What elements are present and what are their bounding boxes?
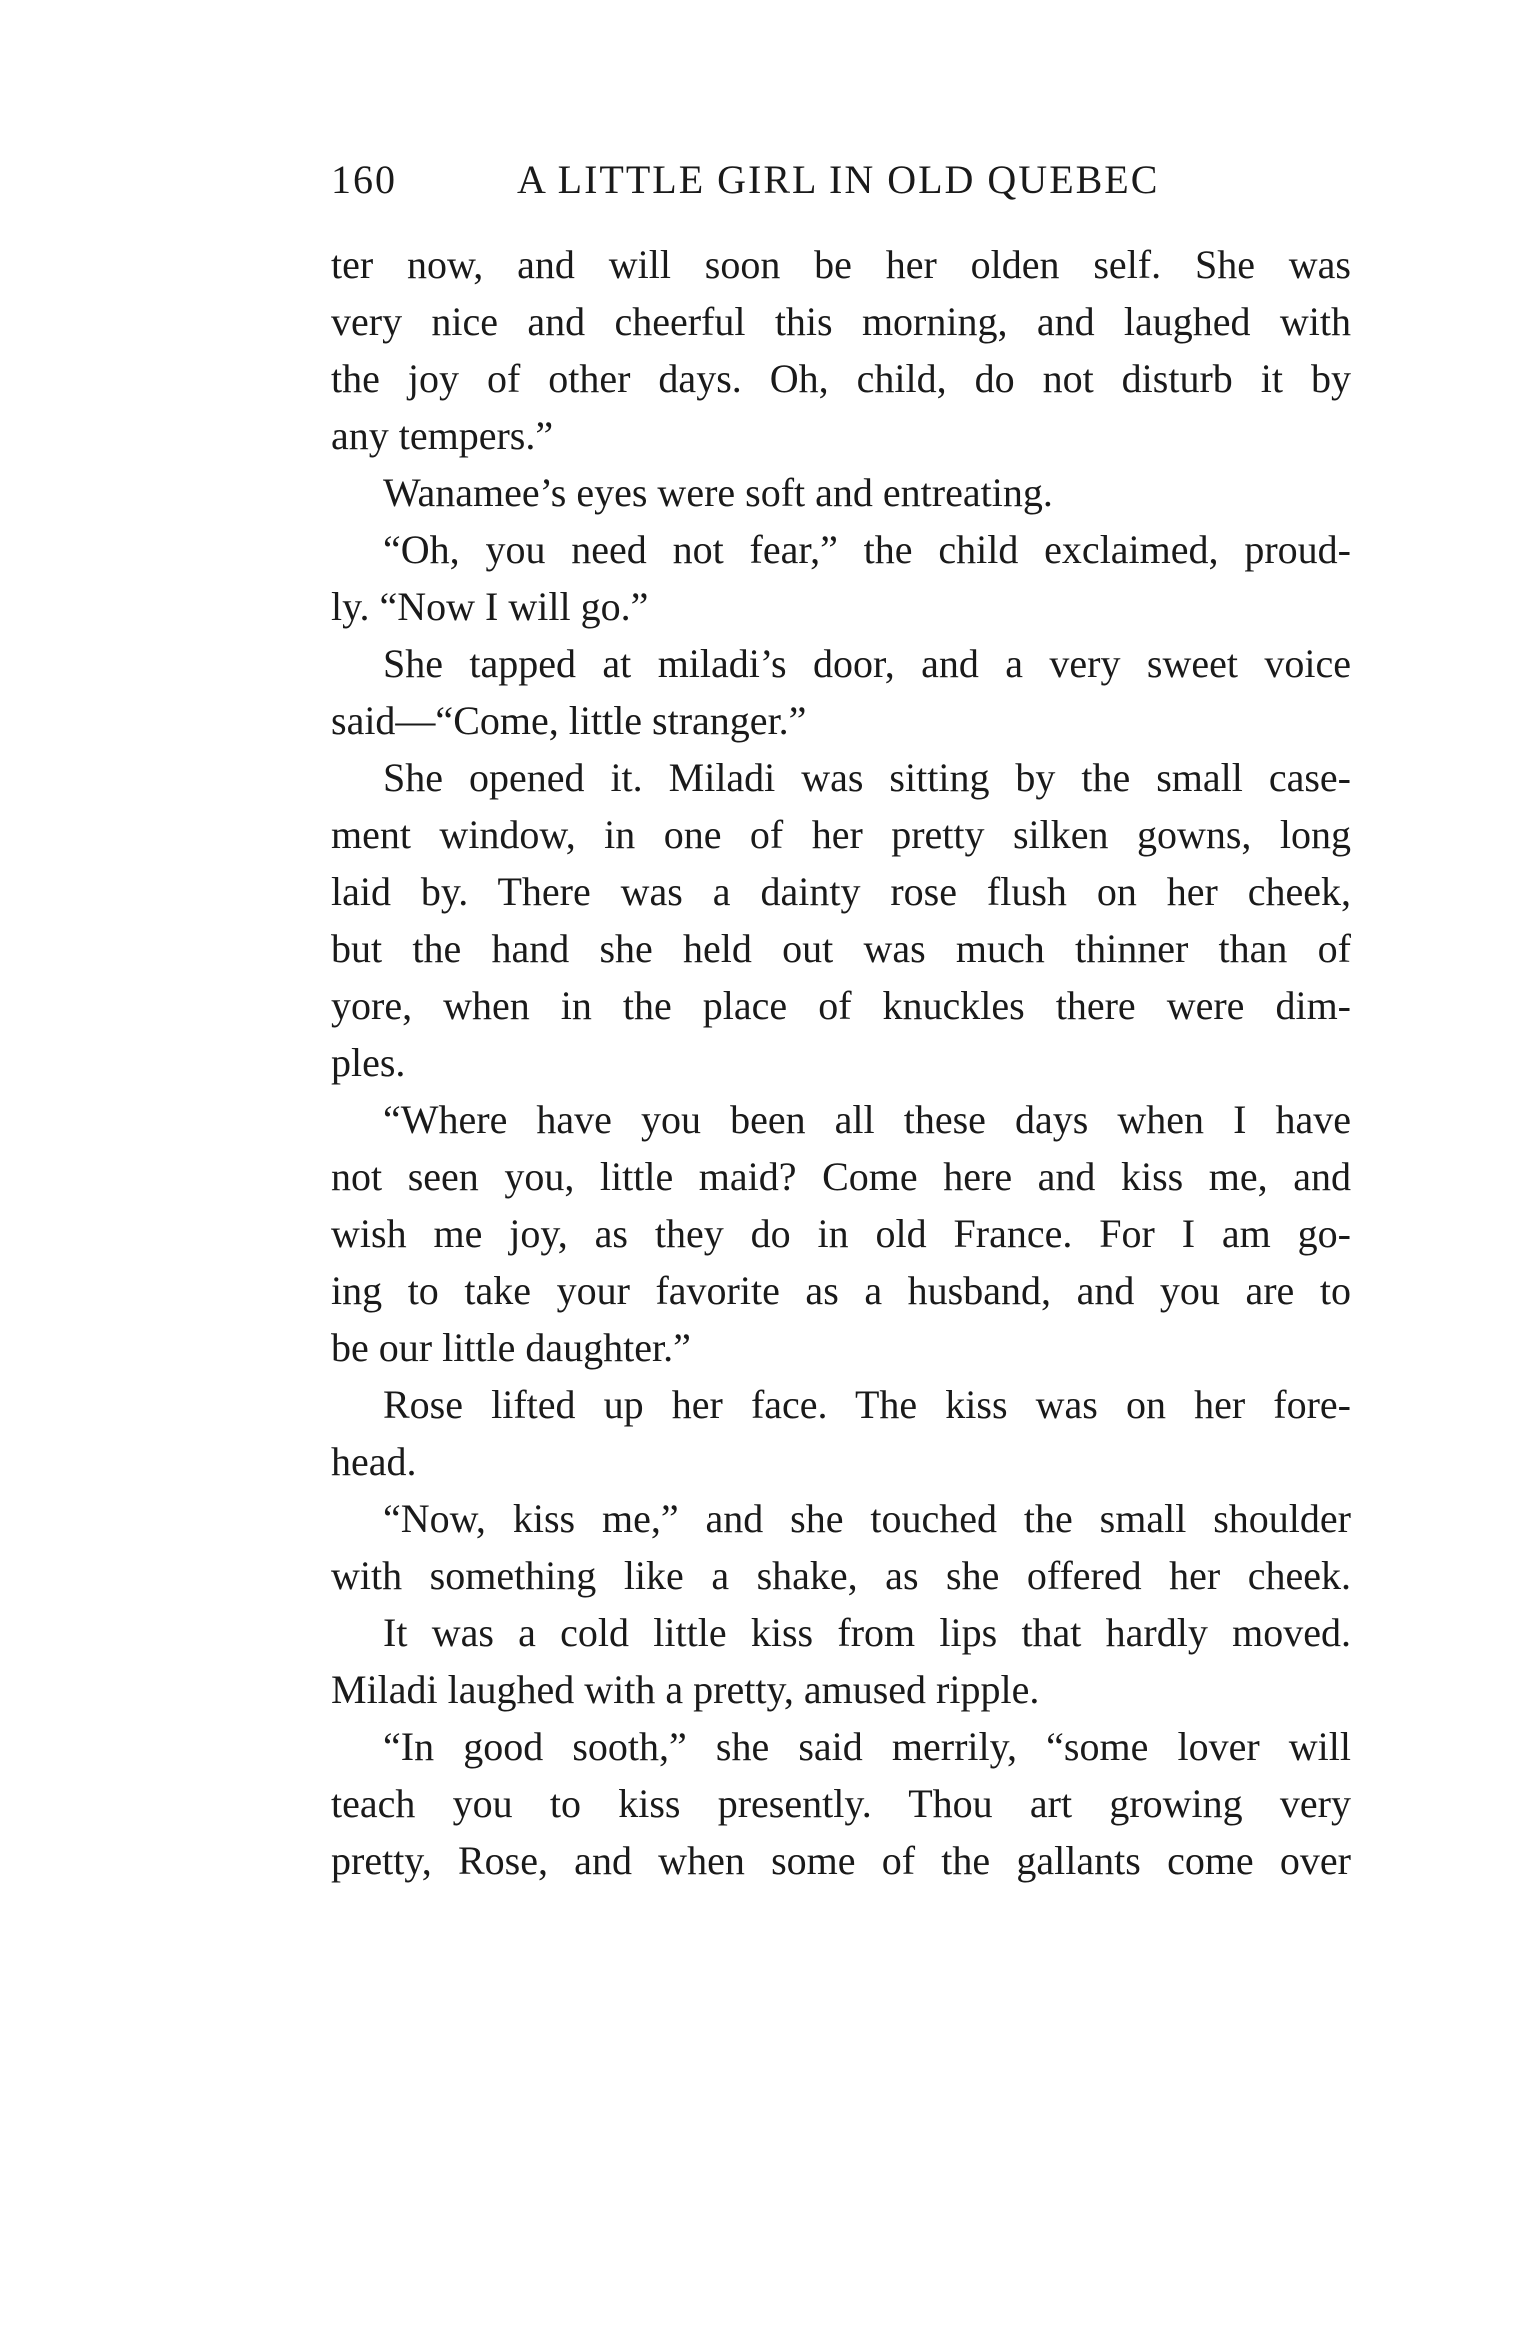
- text-line: very nice and cheerful this morning, and laughed with: [331, 299, 1351, 344]
- text-line: the joy of other days. Oh, child, do not disturb it by: [331, 356, 1351, 401]
- running-title: A LITTLE GIRL IN OLD QUEBEC: [517, 157, 1160, 202]
- text-line: wish me joy, as they do in old France. For I am go-: [331, 1211, 1351, 1256]
- text-line: ing to take your favorite as a husband, and you are to: [331, 1268, 1351, 1313]
- page-body-text: [331, 236, 1351, 1889]
- text-line: It was a cold little kiss from lips that hardly moved.: [383, 1610, 1351, 1655]
- text-line: “Oh, you need not fear,” the child exclaimed, proud-: [383, 527, 1351, 572]
- text-line: be our little daughter.”: [331, 1325, 691, 1370]
- text-line: head.: [331, 1439, 417, 1484]
- text-line: yore, when in the place of knuckles there were dim-: [331, 983, 1351, 1028]
- text-line: any tempers.”: [331, 413, 554, 458]
- text-line: teach you to kiss presently. Thou art growing very: [331, 1781, 1351, 1826]
- text-line: not seen you, little maid? Come here and kiss me, and: [331, 1154, 1351, 1199]
- text-line: “Now, kiss me,” and she touched the small shoulder: [383, 1496, 1351, 1541]
- text-line: ples.: [331, 1040, 406, 1085]
- text-line: ly. “Now I will go.”: [331, 584, 649, 629]
- text-line: Rose lifted up her face. The kiss was on her fore-: [383, 1382, 1351, 1427]
- text-line: Miladi laughed with a pretty, amused ripple.: [331, 1667, 1040, 1712]
- text-line: Wanamee’s eyes were soft and entreating.: [383, 470, 1053, 515]
- page-header: [331, 150, 1351, 210]
- text-line: ter now, and will soon be her olden self. She was: [331, 242, 1351, 287]
- text-line: “Where have you been all these days when I have: [383, 1097, 1351, 1142]
- text-line: laid by. There was a dainty rose flush on her cheek,: [331, 869, 1351, 914]
- text-line: said—“Come, little stranger.”: [331, 698, 807, 743]
- text-line: pretty, Rose, and when some of the gallants come over: [331, 1838, 1351, 1883]
- text-line: but the hand she held out was much thinner than of: [331, 926, 1351, 971]
- page-number: 160: [331, 157, 397, 202]
- text-line: with something like a shake, as she offered her cheek.: [331, 1553, 1351, 1598]
- text-line: She opened it. Miladi was sitting by the small case-: [383, 755, 1351, 800]
- text-line: ment window, in one of her pretty silken gowns, long: [331, 812, 1351, 857]
- text-line: She tapped at miladi’s door, and a very sweet voice: [383, 641, 1351, 686]
- text-line: “In good sooth,” she said merrily, “some lover will: [383, 1724, 1351, 1769]
